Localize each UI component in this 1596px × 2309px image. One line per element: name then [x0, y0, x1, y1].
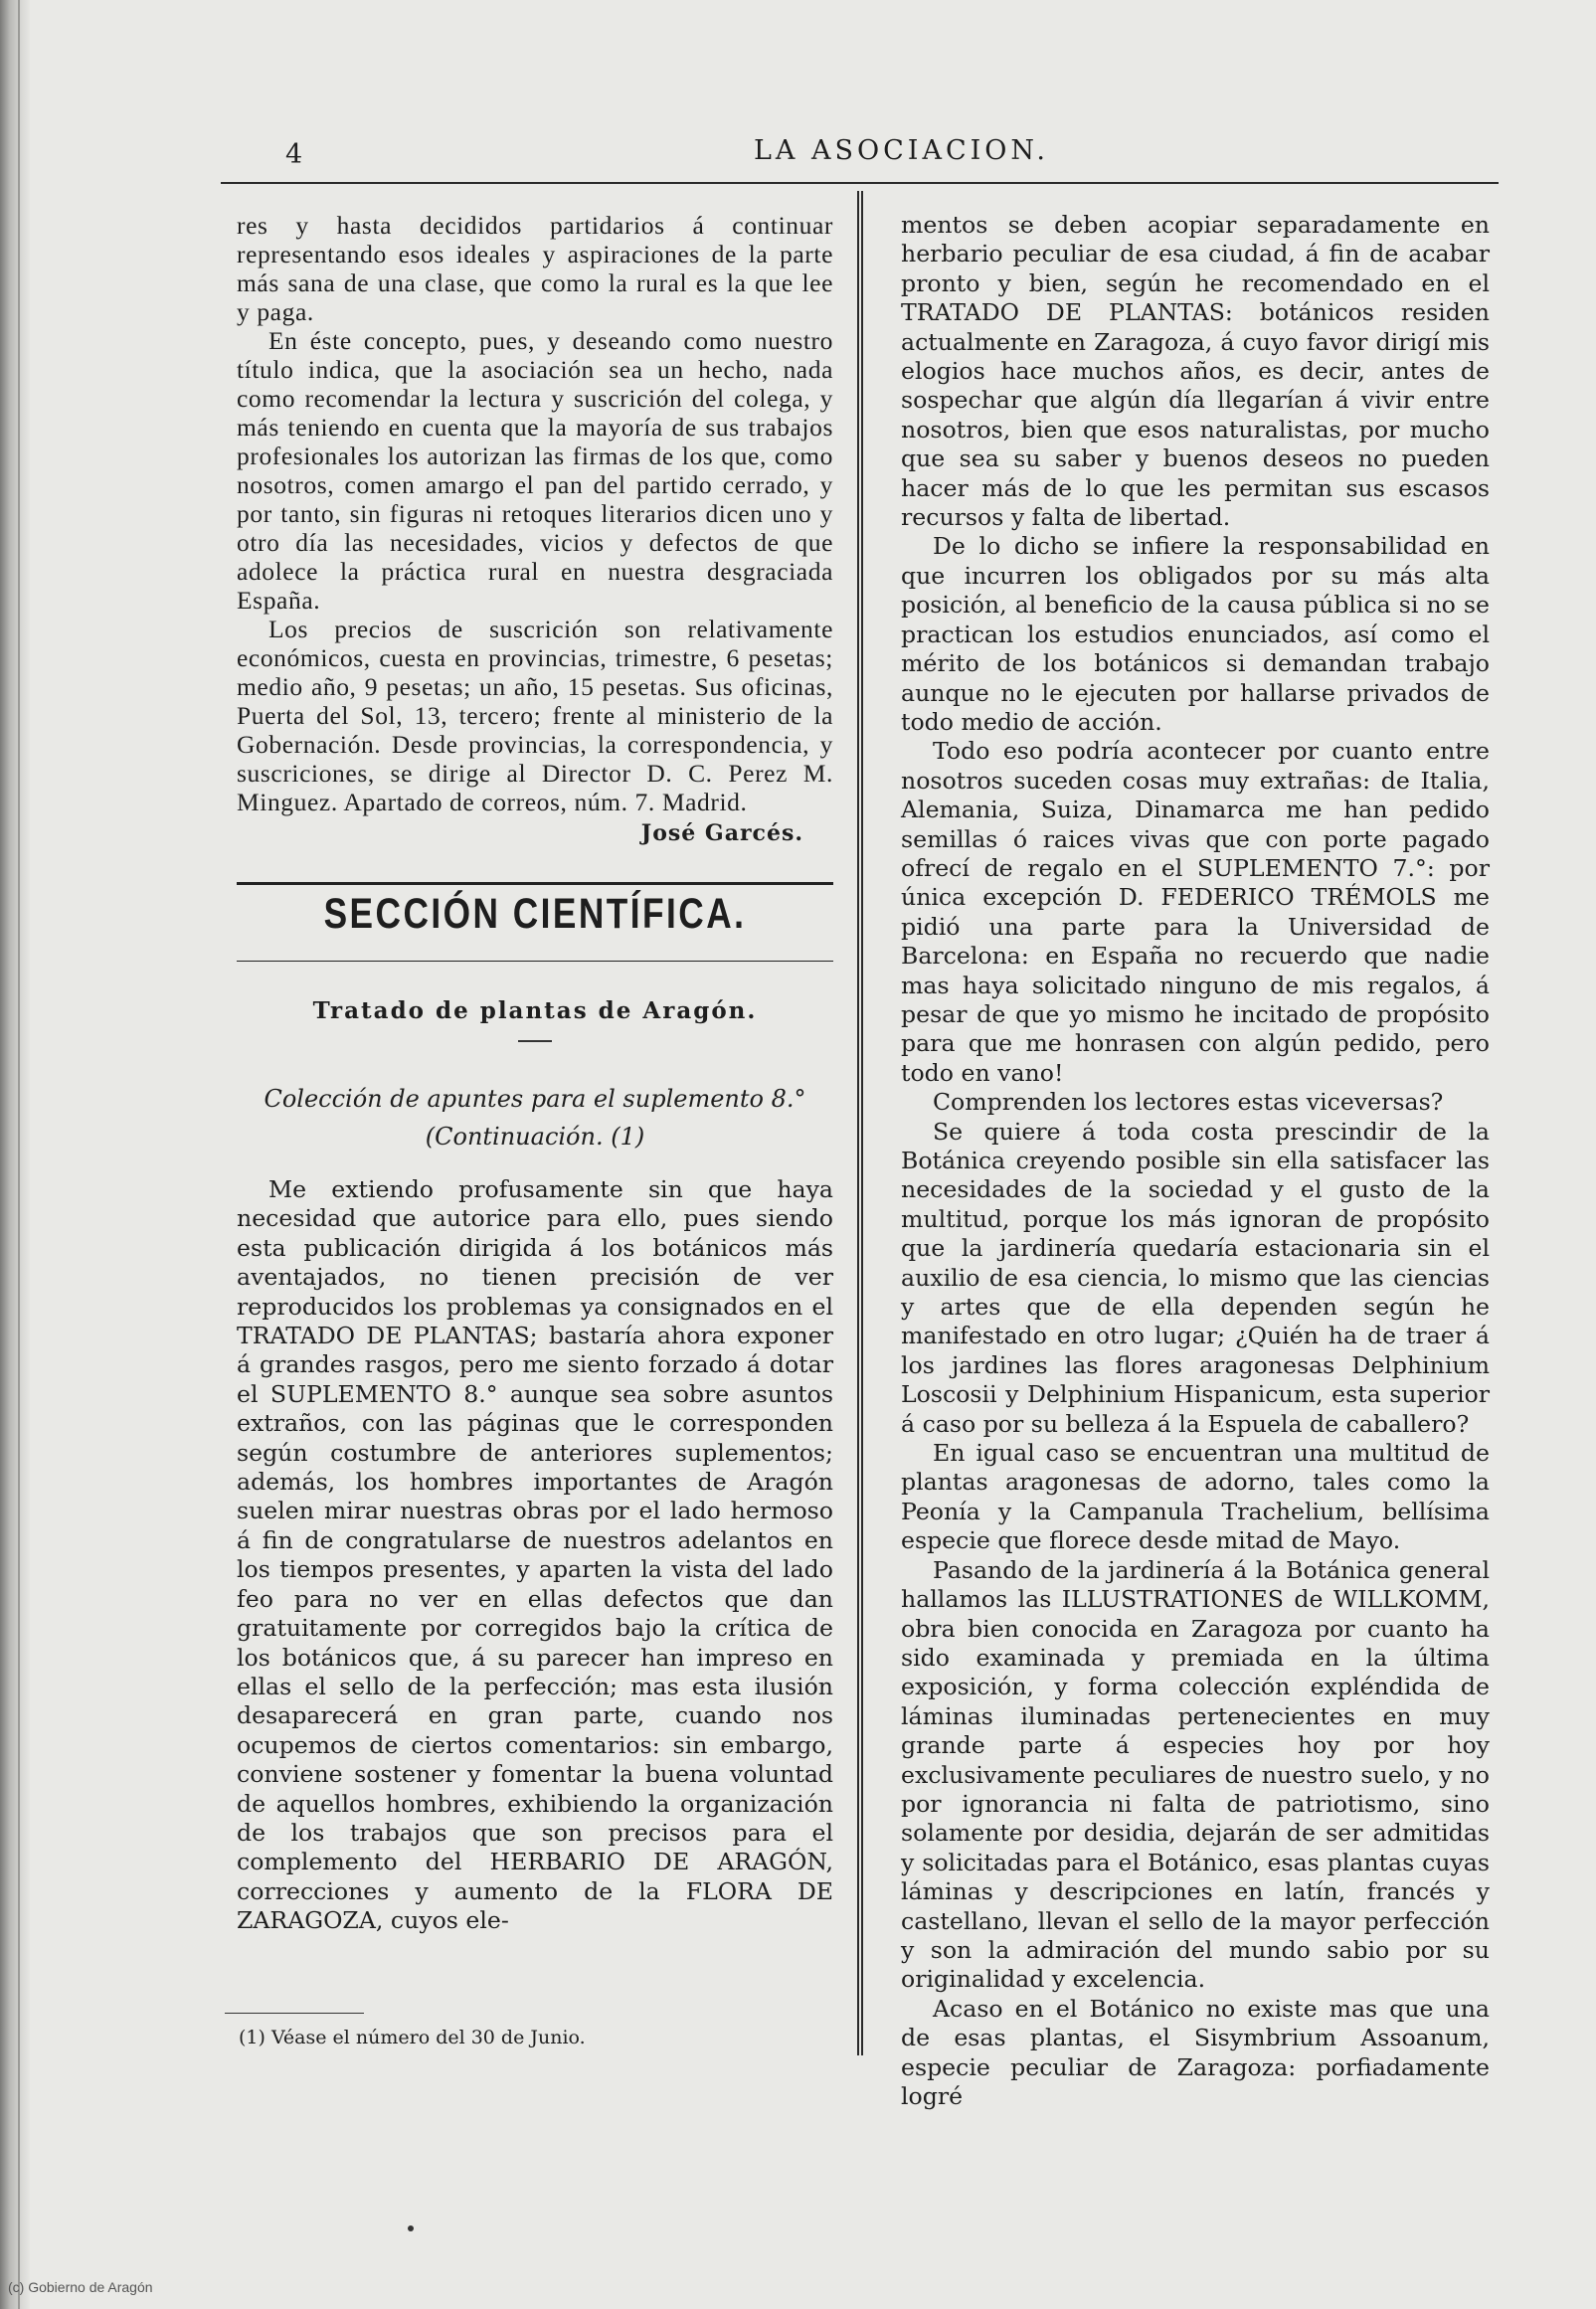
column-divider [857, 191, 863, 2055]
section-rule-bottom [237, 961, 833, 962]
page-number: 4 [285, 139, 303, 170]
subtitle: Colección de apuntes para el suplemento 8.° [264, 1085, 806, 1113]
paragraph: mentos se deben acopiar separadamente en herbario peculiar de esa ciudad, á fin de acabar pronto y bien, según he recomendado en el TRATADO DE PLANTAS: botánicos residen actualmente en Zaragoza, á cuyo favor dirigí mis elogios hace muchos años, es decir, antes de sospechar que algún día llegarían á vivir entre nosotros, bien que esos naturalistas, por mucho que sea su saber y buenos deseos no pueden hacer más de lo que les permitan sus escasos recursos y falta de libertad. [901, 211, 1490, 532]
footnote: (1) Véase el número del 30 de Junio. [239, 2027, 586, 2048]
right-column [901, 211, 1490, 2111]
page-edge [18, 0, 20, 2309]
paragraph: En éste concepto, pues, y deseando como nuestro título indica, que la asociación sea un hecho, nada como recomendar la lectura y suscrición del colega, y más teniendo en cuenta que la mayoría de sus trabajos profesionales los autorizan las firmas de los que, como nosotros, comen amargo el pan del partido cerrado, y por tanto, sin figuras ni retoques literarios dicen uno y otro día las necesidades, vicios y defectos de que adolece la práctica rural en nuestra desgraciada España. [237, 326, 833, 615]
running-title: LA ASOCIACION. [754, 135, 1049, 166]
paragraph: En igual caso se encuentran una multitud de plantas aragonesas de adorno, tales como la Peonía y la Campanula Trachelium, bellísima especie que florece desde mitad de Mayo. [901, 1439, 1490, 1555]
continuation-note: (Continuación. (1) [425, 1123, 645, 1151]
paragraph: Comprenden los lectores estas viceversas? [933, 1088, 1444, 1117]
footnote-rule [225, 2013, 364, 2014]
paragraph: Se quiere á toda costa prescindir de la Botánica creyendo posible sin ella satisfacer las necesidades de la sociedad y el gusto de la multitud, porque los más ignoran de propósito que la jardinería quedaría estacionaria sin el auxilio de esa ciencia, lo mismo que las ciencias y artes que de ella dependen según he manifestado en otro lugar; ¿Quién ha de traer á los jardines las flores aragonesas Delphinium Loscosii y Delphinium Hispanicum, esta superior á caso por su belleza á la Espuela de caballero? [901, 1117, 1490, 1438]
paragraph: Acaso en el Botánico no existe mas que una de esas plantas, el Sisymbrium Assoanum, especie peculiar de Zaragoza: porfiadamente logré [901, 1994, 1490, 2110]
paragraph: Todo eso podría acontecer por cuanto entre nosotros suceden cosas muy extrañas: de Italia, Alemania, Suiza, Dinamarca me han pedido semillas ó raices vivas que con porte pagado ofrecí de regalo en el SUPLEMENTO 7.°: por única excepción D. FEDERICO TRÉMOLS me pidió una parte para la Universidad de Barcelona: en España no recuerdo que nadie mas haya solicitado ninguno de mis regalos, á pesar de que yo mismo he incitado de propósito para que me honrasen con algún pedido, pero todo en vano! [901, 737, 1490, 1087]
paragraph: Los precios de suscrición son relativamente económicos, cuesta en provincias, trimestre, 6 pesetas; medio año, 9 pesetas; un año, 15 pesetas. Sus oficinas, Puerta del Sol, 13, tercero; frente al ministerio de la Gobernación. Desde provincias, la correspondencia, y suscriciones, se dirige al Director D. C. Perez M. Minguez. Apartado de correos, núm. 7. Madrid. [237, 615, 833, 816]
ink-dot [408, 2225, 414, 2231]
left-column: res y hasta decididos partidarios á continuar representando esos ideales y aspiraciones de la parte más sana de una clase, que como la rural es la que lee y paga. En éste concepto, pues, y deseando como nuestro título indica, que la asociación sea un hecho, nada como recomendar la lectura y suscrición del colega, y más teniendo en cuenta que la mayoría de sus trabajos profesionales los autorizan las firmas de los que, como nosotros, comen amargo el pan del partido cerrado, y por tanto, sin figuras ni retoques literarios dicen uno y otro día las necesidades, vicios y defectos de que adolece la práctica rural en nuestra desgraciada España. Los precios de suscrición son relativamente económicos, cuesta en provincias, trimestre, 6 pesetas; medio año, 9 pesetas; un año, 15 pesetas. Sus oficinas, Puerta del Sol, 13, tercero; frente al ministerio de la Gobernación. Desde provincias, la correspondencia, y suscriciones, se dirige al Director D. C. Perez M. Minguez. Apartado de correos, núm. 7. Madrid. José Garcés. SECCIÓN CIENTÍFICA. Tratado de plantas de Aragón. Colección de apuntes para el suplemento 8.° (Continuación. (1) Me extiendo profusamente sin que haya necesidad que autorice para ello, pues siendo esta publicación dirigida á los botánicos más aventajados, no tienen precisión de ver reproducidos los problemas ya consignados en el TRATADO DE PLANTAS; bastaría ahora exponer á grandes rasgos, pero me siento forzado á dotar el SUPLEMENTO 8.° aunque sea sobre asuntos extraños, con las páginas que le corresponden según costumbre de anteriores suplementos; además, los hombres importantes de Aragón suelen mirar nuestras obras por el lado hermoso á fin de congratularse de nuestros adelantos en los tiempos presentes, y aparten la vista del lado feo para no ver en ellas defectos que dan gratuitamente por corregidos bajo la crítica de los botánicos que, á su parecer han impreso en ellas el sello de la perfección; mas esta ilusión desaparecerá en gran parte, cuando nos ocupemos de ciertos comentarios: sin embargo, conviene sostener y fomentar la buena voluntad de aquellos hombres, exhibiendo la organización de los trabajos que son precisos para el complemento del HERBARIO DE ARAGÓN, correcciones y aumento de la FLORA DE ZARAGOZA, cuyos ele- [237, 211, 833, 1935]
section-rule-top [237, 882, 833, 885]
signature: José Garcés. [640, 820, 803, 846]
paragraph: res y hasta decididos partidarios á continuar representando esos ideales y aspiraciones de la parte más sana de una clase, que como la rural es la que lee y paga. [237, 211, 833, 326]
paragraph: De lo dicho se infiere la responsabilidad en que incurren los obligados por su más alta posición, al beneficio de la causa pública si no se practican los estudios enunciados, así como el mérito de los botánicos si demandan trabajo aunque no le ejecuten por hallarse privados de todo medio de acción. [901, 532, 1490, 736]
header-rule [221, 182, 1499, 184]
paragraph: Me extiendo profusamente sin que haya necesidad que autorice para ello, pues siendo esta publicación dirigida á los botánicos más aventajados, no tienen precisión de ver reproducidos los problemas ya consignados en el TRATADO DE PLANTAS; bastaría ahora exponer á grandes rasgos, pero me siento forzado á dotar el SUPLEMENTO 8.° aunque sea sobre asuntos extraños, con las páginas que le corresponden según costumbre de anteriores suplementos; además, los hombres importantes de Aragón suelen mirar nuestras obras por el lado hermoso á fin de congratularse de nuestros adelantos en los tiempos presentes, y aparten la vista del lado feo para no ver en ellas defectos que dan gratuitamente por corregidos bajo la crítica de los botánicos que, á su parecer han impreso en ellas el sello de la perfección; mas esta ilusión desaparecerá en gran parte, cuando nos ocupemos de ciertos comentarios: sin embargo, conviene sostener y fomentar la buena voluntad de aquellos hombres, exhibiendo la organización de los trabajos que son precisos para el complemento del HERBARIO DE ARAGÓN, correcciones y aumento de la FLORA DE ZARAGOZA, cuyos ele- [237, 1175, 833, 1935]
article-title: Tratado de plantas de Aragón. [312, 997, 758, 1024]
paragraph: Pasando de la jardinería á la Botánica general hallamos las ILLUSTRATIONES de WILLKOMM, obra bien conocida en Zaragoza por cuanto ha sido examinada y premiada en la última exposición, y forma colección expléndida de láminas iluminadas pertenecientes en muy grande parte á especies hoy por hoy exclusivamente peculiares de nuestro suelo, y no por ignorancia ni falta de patriotismo, sino solamente por desidia, dejarán de ser admitidas y solicitadas para el Botánico, esas plantas cuyas láminas y descripciones en latín, francés y castellano, llevan el sello de la mayor perfección y son la admiración del mundo sabio por su originalidad y excelencia. [901, 1555, 1490, 1994]
copyright-notice: (c) Gobierno de Aragón [8, 2279, 153, 2295]
title-rule [518, 1040, 552, 1042]
page-binding-shadow [0, 0, 30, 2309]
